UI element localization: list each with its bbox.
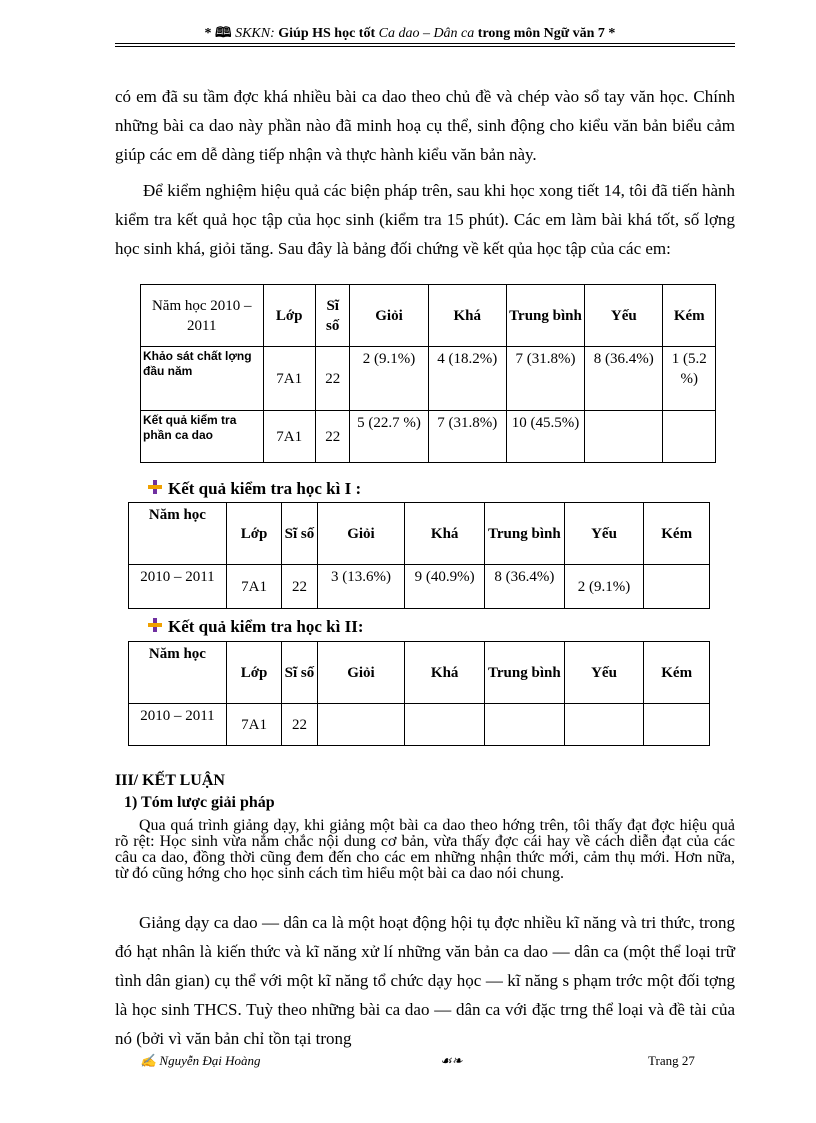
- table-row: [129, 704, 710, 746]
- table-row: [141, 347, 716, 411]
- footer-page-number: Trang 27: [648, 1053, 695, 1068]
- t3-h-count: Sĩ số: [282, 642, 317, 704]
- t1-r2-class: 7A1: [263, 411, 315, 463]
- t1-r1-weak: 8 (36.4%): [585, 347, 663, 411]
- t3-r1-class: 7A1: [226, 704, 281, 746]
- t2-h-poor: Kém: [644, 503, 710, 565]
- header-prefix: * 🕮: [204, 26, 236, 41]
- t3-r1-fair: [405, 704, 485, 746]
- results-table-1: [140, 284, 716, 463]
- t2-r1-weak: 2 (9.1%): [564, 565, 644, 609]
- conclusion-heading: III/ KẾT LUẬN: [115, 772, 225, 789]
- footer-author: ✍ Nguyễn Đại Hoàng: [140, 1053, 261, 1068]
- footer-ornament: ☙❧: [440, 1053, 463, 1068]
- t2-h-count: Sĩ số: [282, 503, 317, 565]
- t3-h-year: Năm học: [129, 642, 227, 704]
- header-rule-top: [115, 43, 735, 44]
- t1-r2-poor: [663, 411, 716, 463]
- t1-r2-average: 10 (45.5%): [506, 411, 584, 463]
- t1-r2-fair: 7 (31.8%): [428, 411, 506, 463]
- t2-r1-good: 3 (13.6%): [317, 565, 405, 609]
- t2-h-fair: Khá: [405, 503, 485, 565]
- t3-h-poor: Kém: [644, 642, 710, 704]
- t1-h-good: Giỏi: [350, 285, 428, 347]
- t1-h-class: Lớp: [263, 285, 315, 347]
- bullet-plus-icon: [148, 618, 162, 632]
- header-text1: Giúp HS học tốt: [274, 26, 379, 41]
- paragraph-4: Giảng dạy ca dao — dân ca là một hoạt động hội tụ đợc nhiều kĩ năng và tri thức, trong đó hạt nhân là kiến thức và kĩ năng xử lí những văn bản ca dao — dân ca (một thể loại trữ tình dân gian) cụ thể với một kĩ năng tổ chức dạy học — kĩ năng s phạm trớc một đối tợng là học sinh THCS. Tuỳ theo những bài ca dao — dân ca với đặc trng thể loại và đề tài của nó (bởi vì văn bản chỉ tồn tại trong: [115, 913, 735, 1048]
- table-row: [141, 411, 716, 463]
- paragraph-2: Để kiểm nghiệm hiệu quả các biện pháp trên, sau khi học xong tiết 14, tôi đã tiến hành kiểm tra kết quả học tập của học sinh (kiểm tra 15 phút). Các em làm bài khá tốt, số lợng học sinh khá, giỏi tăng. Sau đây là bảng đối chứng về kết qủa học tập của các em:: [115, 181, 735, 258]
- subheading-summary: 1) Tóm lược giải pháp: [124, 794, 275, 811]
- t1-r1-fair: 4 (18.2%): [428, 347, 506, 411]
- header-text2: trong môn Ngữ văn 7 *: [474, 26, 616, 41]
- t3-r1-average: [485, 704, 565, 746]
- t2-r1-fair: 9 (40.9%): [405, 565, 485, 609]
- paragraph-3: Qua quá trình giảng dạy, khi giảng một bài ca dao theo hớng trên, tôi thấy đạt đợc hiệu quả rõ rệt: Học sinh vừa nắm chắc nội dung cơ bản, vừa thấy đợc cái hay về cách diễn đạt của các câu ca dao, đồng thời cũng đem đến cho các em những nhận thức mới, cảm thụ mới. Hơn nữa, từ đó cũng hớng cho học sinh cách tìm hiểu một bài ca dao nói chung.: [115, 817, 735, 882]
- t3-r1-year: 2010 – 2011: [129, 704, 227, 746]
- t2-h-good: Giỏi: [317, 503, 405, 565]
- section-title-semester-1: [148, 479, 361, 499]
- t2-h-class: Lớp: [226, 503, 281, 565]
- section-1-text: Kết quả kiểm tra học kì I :: [168, 479, 362, 498]
- t1-r2-label: Kết quả kiểm tra phần ca dao: [141, 411, 264, 463]
- bullet-plus-icon: [148, 480, 162, 494]
- t2-r1-count: 22: [282, 565, 317, 609]
- header-rule-bottom: [115, 46, 735, 47]
- t3-h-good: Giỏi: [317, 642, 405, 704]
- t2-r1-average: 8 (36.4%): [485, 565, 565, 609]
- paragraph-1: có em đã su tầm đợc khá nhiều bài ca dao theo chủ đề và chép vào sổ tay văn học. Chính những bài ca dao này phần nào đã minh hoạ cụ thể, sinh động cho kiểu văn bản biểu cảm giúp các em dễ dàng tiếp nhận và thực hành kiểu văn bản này.: [115, 87, 735, 164]
- t1-h-count: Sĩ số: [315, 285, 350, 347]
- t2-h-year: Năm học: [129, 503, 227, 565]
- t1-r1-poor: 1 (5.2 %): [663, 347, 716, 411]
- section-2-text: Kết quả kiểm tra học kì II:: [168, 617, 364, 636]
- t3-h-class: Lớp: [226, 642, 281, 704]
- t2-h-average: Trung bình: [485, 503, 565, 565]
- table-row: [129, 565, 710, 609]
- t2-r1-class: 7A1: [226, 565, 281, 609]
- t3-r1-weak: [564, 704, 644, 746]
- t1-r1-class: 7A1: [263, 347, 315, 411]
- t3-h-fair: Khá: [405, 642, 485, 704]
- t1-h-average: Trung bình: [506, 285, 584, 347]
- header-cadao: Ca dao – Dân ca: [378, 26, 475, 41]
- t2-r1-poor: [644, 565, 710, 609]
- t3-r1-count: 22: [282, 704, 317, 746]
- t1-r2-count: 22: [315, 411, 350, 463]
- t1-r2-weak: [585, 411, 663, 463]
- t1-h-weak: Yếu: [585, 285, 663, 347]
- t3-r1-poor: [644, 704, 710, 746]
- t1-r2-good: 5 (22.7 %): [350, 411, 428, 463]
- t1-r1-label: Khảo sát chất lợng đầu năm: [141, 347, 264, 411]
- header-skkn: SKKN:: [235, 26, 275, 41]
- t2-r1-year: 2010 – 2011: [129, 565, 227, 609]
- t1-h-poor: Kém: [663, 285, 716, 347]
- t3-h-weak: Yếu: [564, 642, 644, 704]
- section-title-semester-2: [148, 617, 364, 637]
- t1-r1-average: 7 (31.8%): [506, 347, 584, 411]
- t1-r1-count: 22: [315, 347, 350, 411]
- results-table-3: [128, 641, 710, 746]
- t3-h-average: Trung bình: [485, 642, 565, 704]
- results-table-2: [128, 502, 710, 609]
- t1-h-year: Năm học 2010 – 2011: [141, 285, 264, 347]
- t1-h-fair: Khá: [428, 285, 506, 347]
- t3-r1-good: [317, 704, 405, 746]
- t1-r1-good: 2 (9.1%): [350, 347, 428, 411]
- t2-h-weak: Yếu: [564, 503, 644, 565]
